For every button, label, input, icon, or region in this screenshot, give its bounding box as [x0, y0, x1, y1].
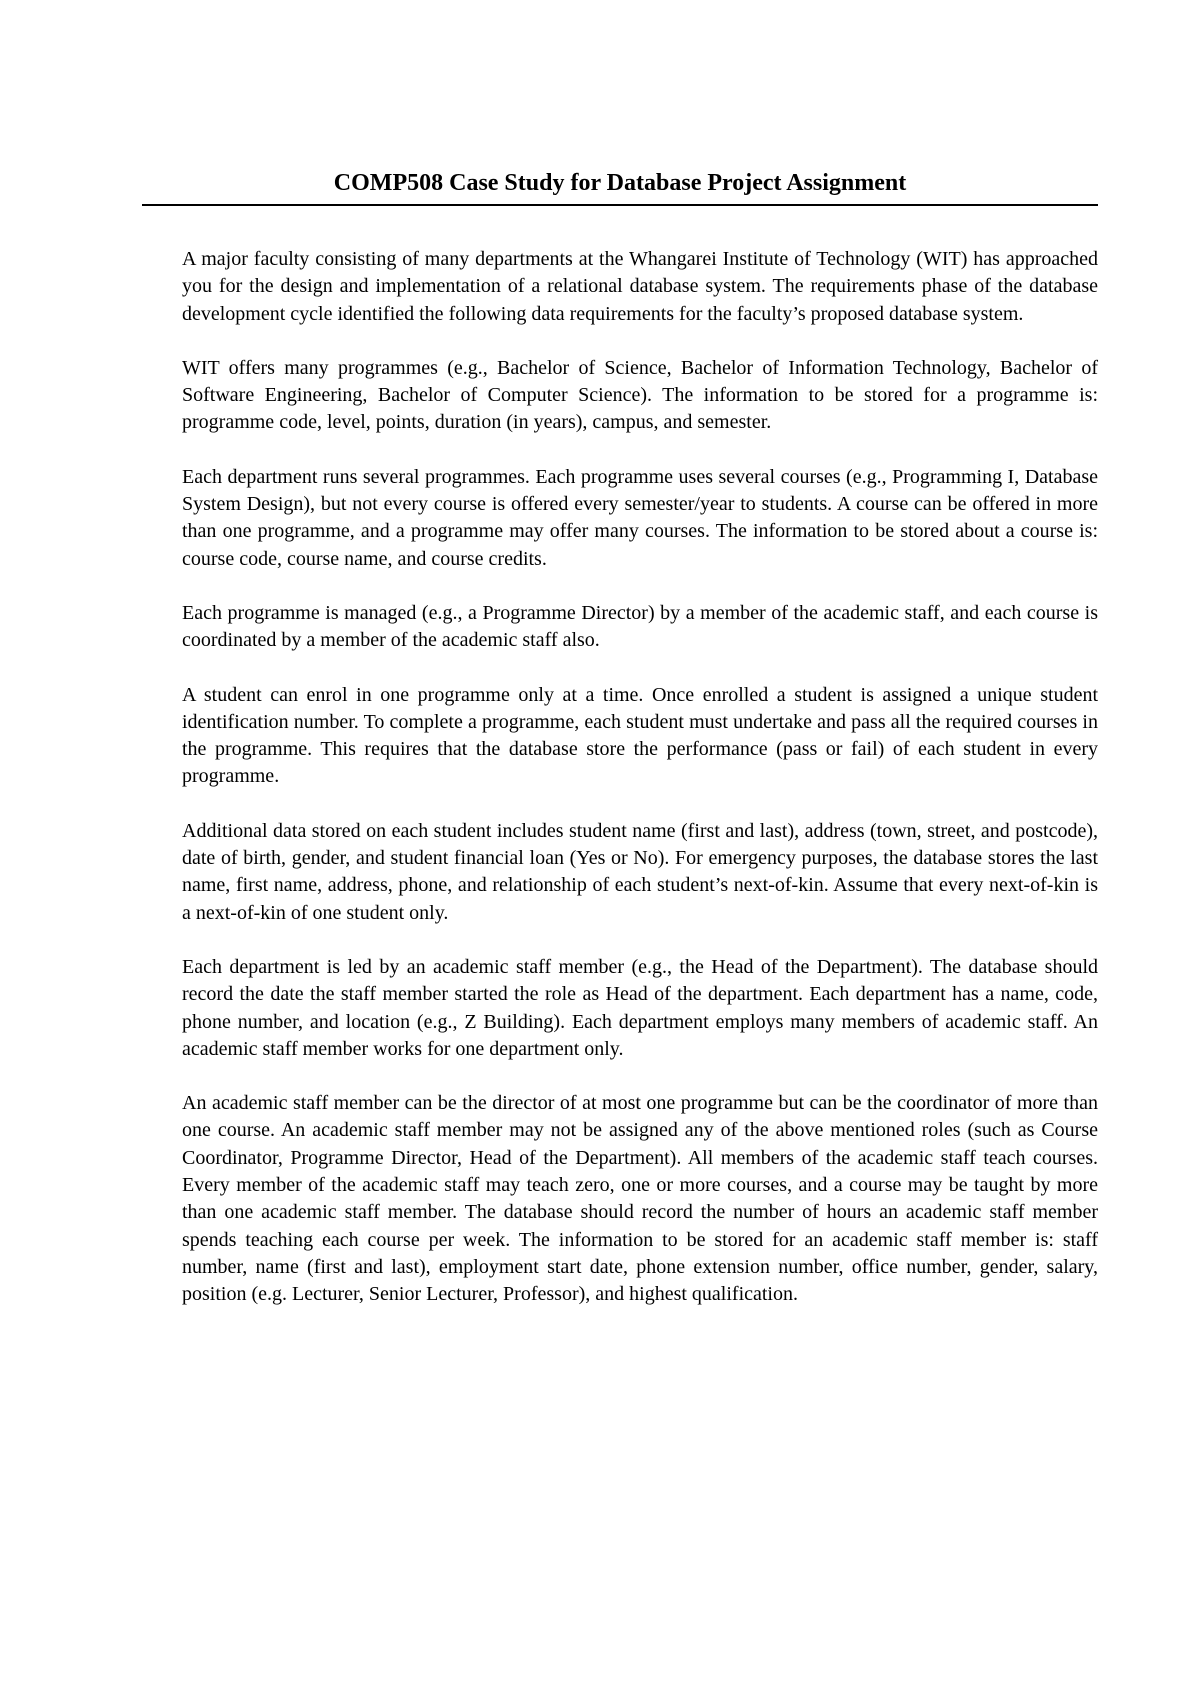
paragraph-management: Each programme is managed (e.g., a Programme Director) by a member of the academic staff, and each course is coordinated by a member of the academic staff also. [182, 601, 1098, 652]
paragraph-academic-staff: An academic staff member can be the director of at most one programme but can be the coordinator of more than one course. An academic staff member may not be assigned any of the above mentioned roles (such as Course Coordinator, Programme Director, Head of the Department). All members of the academic staff teach courses. Every member of the academic staff may teach zero, one or more courses, and a course may be taught by more than one academic staff member. The database should record the number of hours an academic staff member spends teaching each course per week. The information to be stored for an academic staff member is: staff number, name (first and last), employment start date, phone extension number, office number, gender, salary, position (e.g. Lecturer, Senior Lecturer, Professor), and highest qualification. [182, 1092, 1098, 1306]
paragraph-intro: A major faculty consisting of many departments at the Whangarei Institute of Technology (WIT) has approached you for the design and implementation of a relational database system. The requirements phase of the database development cycle identified the following data requirements for the faculty’s proposed database system. [182, 248, 1098, 325]
document-body [182, 246, 1098, 1336]
paragraph-student-data: Additional data stored on each student includes student name (first and last), address (town, street, and postcode), date of birth, gender, and student financial loan (Yes or No). For emergency purposes, the database stores the last name, first name, address, phone, and relationship of each student’s next-of-kin. Assume that every next-of-kin is a next-of-kin of one student only. [182, 819, 1098, 924]
paragraph-courses: Each department runs several programmes. Each programme uses several courses (e.g., Programming I, Database System Design), but not every course is offered every semester/year to students. A course can be offered in more than one programme, and a programme may offer many courses. The information to be stored about a course is: course code, course name, and course credits. [182, 465, 1098, 570]
paragraph-departments: Each department is led by an academic staff member (e.g., the Head of the Department). The database should record the date the staff member started the role as Head of the department. Each department has a name, code, phone number, and location (e.g., Z Building). Each department employs many members of academic staff. An academic staff member works for one department only. [182, 955, 1098, 1060]
paragraph-programmes: WIT offers many programmes (e.g., Bachelor of Science, Bachelor of Information Technology, Bachelor of Software Engineering, Bachelor of Computer Science). The information to be stored for a programme is: programme code, level, points, duration (in years), campus, and semester. [182, 356, 1098, 434]
title-block [142, 168, 1098, 206]
paragraph-enrolment: A student can enrol in one programme only at a time. Once enrolled a student is assigned a unique student identification number. To complete a programme, each student must undertake and pass all the required courses in the programme. This requires that the database store the performance (pass or fail) of each student in every programme. [182, 683, 1098, 788]
document-title: COMP508 Case Study for Database Project Assignment [142, 168, 1098, 206]
